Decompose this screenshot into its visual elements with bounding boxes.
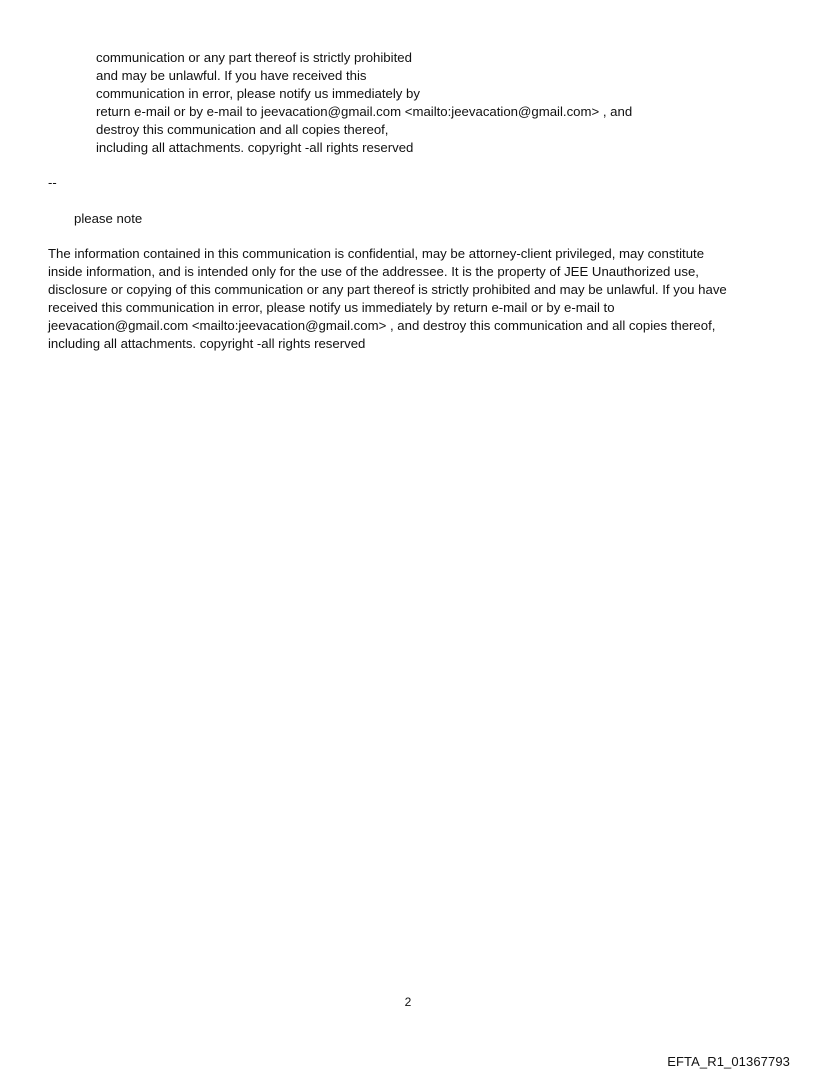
please-note-heading: please note <box>74 211 143 226</box>
quoted-disclaimer-line: return e-mail or by e-mail to jeevacation@gmail.com <mailto:jeevacation@gmail.com> , and <box>96 104 633 119</box>
quoted-disclaimer-line: communication or any part thereof is strictly prohibited <box>96 50 412 65</box>
quoted-disclaimer-line: and may be unlawful. If you have received this <box>96 68 367 83</box>
disclaimer-line: received this communication in error, please notify us immediately by return e-mail or by e-mail to <box>48 300 615 315</box>
disclaimer-line: disclosure or copying of this communication or any part thereof is strictly prohibited and may be unlawful. If you have <box>48 282 727 297</box>
document-id-stamp: EFTA_R1_01367793 <box>667 1054 790 1069</box>
quoted-disclaimer-line: communication in error, please notify us immediately by <box>96 86 420 101</box>
quoted-disclaimer-line: including all attachments. copyright -all rights reserved <box>96 140 414 155</box>
disclaimer-line: jeevacation@gmail.com <mailto:jeevacation@gmail.com> , and destroy this communication and all copies thereof, <box>48 318 716 333</box>
disclaimer-line: The information contained in this communication is confidential, may be attorney-client privileged, may constitute <box>48 246 705 261</box>
confidentiality-disclaimer <box>48 245 763 353</box>
disclaimer-line: including all attachments. copyright -all rights reserved <box>48 336 366 351</box>
quoted-disclaimer-block <box>96 49 632 157</box>
page-number: 2 <box>404 995 412 1009</box>
signature-separator: -- <box>48 175 57 190</box>
disclaimer-line: inside information, and is intended only for the use of the addressee. It is the property of JEE Unauthorized use, <box>48 264 699 279</box>
quoted-disclaimer-line: destroy this communication and all copies thereof, <box>96 122 389 137</box>
